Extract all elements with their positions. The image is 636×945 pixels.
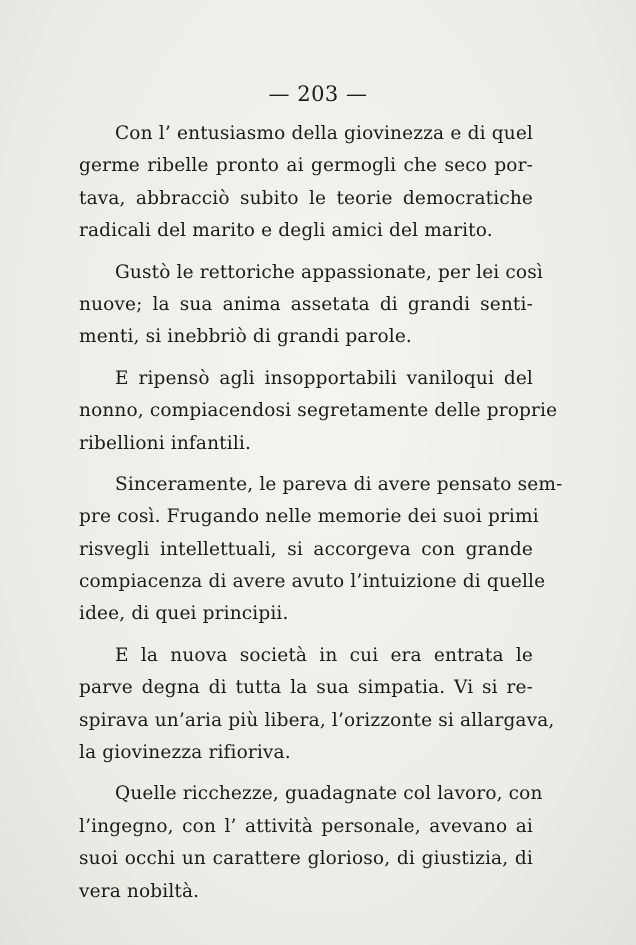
text-line: idee, di quei principii. xyxy=(79,603,289,625)
text-line: ribellioni infantili. xyxy=(79,432,251,454)
text-line: vera nobiltà. xyxy=(79,880,200,902)
paragraph-3 xyxy=(79,363,558,460)
text-line: Con l’ entusiasmo della giovinezza e di quel xyxy=(115,123,533,144)
text-line: l’ingegno, con l’ attività personale, avevano ai xyxy=(79,815,533,837)
text-line: E ripensò agli insopportabili vaniloqui del xyxy=(115,367,533,389)
page-number: — 203 — xyxy=(268,82,368,106)
text-line: nuove; la sua anima assetata di grandi senti- xyxy=(79,293,533,315)
text-line: pre così. Frugando nelle memorie dei suoi primi xyxy=(79,506,539,528)
text-line: suoi occhi un carattere glorioso, di giustizia, di xyxy=(79,848,533,870)
paragraph-6 xyxy=(79,778,543,908)
text-line: germe ribelle pronto ai germogli che seco por- xyxy=(79,155,533,177)
paragraph-5 xyxy=(79,640,555,770)
text-line: la giovinezza rifioriva. xyxy=(79,742,291,764)
paragraph-4 xyxy=(79,469,563,631)
text-line: nonno, compiacendosi segretamente delle proprie xyxy=(79,400,558,422)
text-line: radicali del marito e degli amici del marito. xyxy=(79,220,493,242)
text-line: risvegli intellettuali, si accorgeva con grande xyxy=(79,538,533,560)
text-line: compiacenza di avere avuto l’intuizione di quelle xyxy=(79,571,546,593)
text-line: E la nuova società in cui era entrata le xyxy=(115,644,533,666)
text-line: menti, si inebbriò di grandi parole. xyxy=(79,326,412,348)
text-line: Gustò le rettoriche appassionate, per lei così xyxy=(115,261,543,283)
text-line: parve degna di tutta la sua simpatia. Vi si re- xyxy=(79,677,533,699)
text-line: Sinceramente, le pareva di avere pensato sem- xyxy=(115,473,563,495)
text-line: tava, abbracciò subito le teorie democratiche xyxy=(79,187,533,209)
paragraph-2 xyxy=(79,257,543,354)
paragraph-1 xyxy=(79,118,533,248)
text-line: Quelle ricchezze, guadagnate col lavoro, con xyxy=(115,783,543,805)
text-line: spirava un’aria più libera, l’orizzonte si allargava, xyxy=(79,709,555,731)
body-text xyxy=(79,118,563,917)
